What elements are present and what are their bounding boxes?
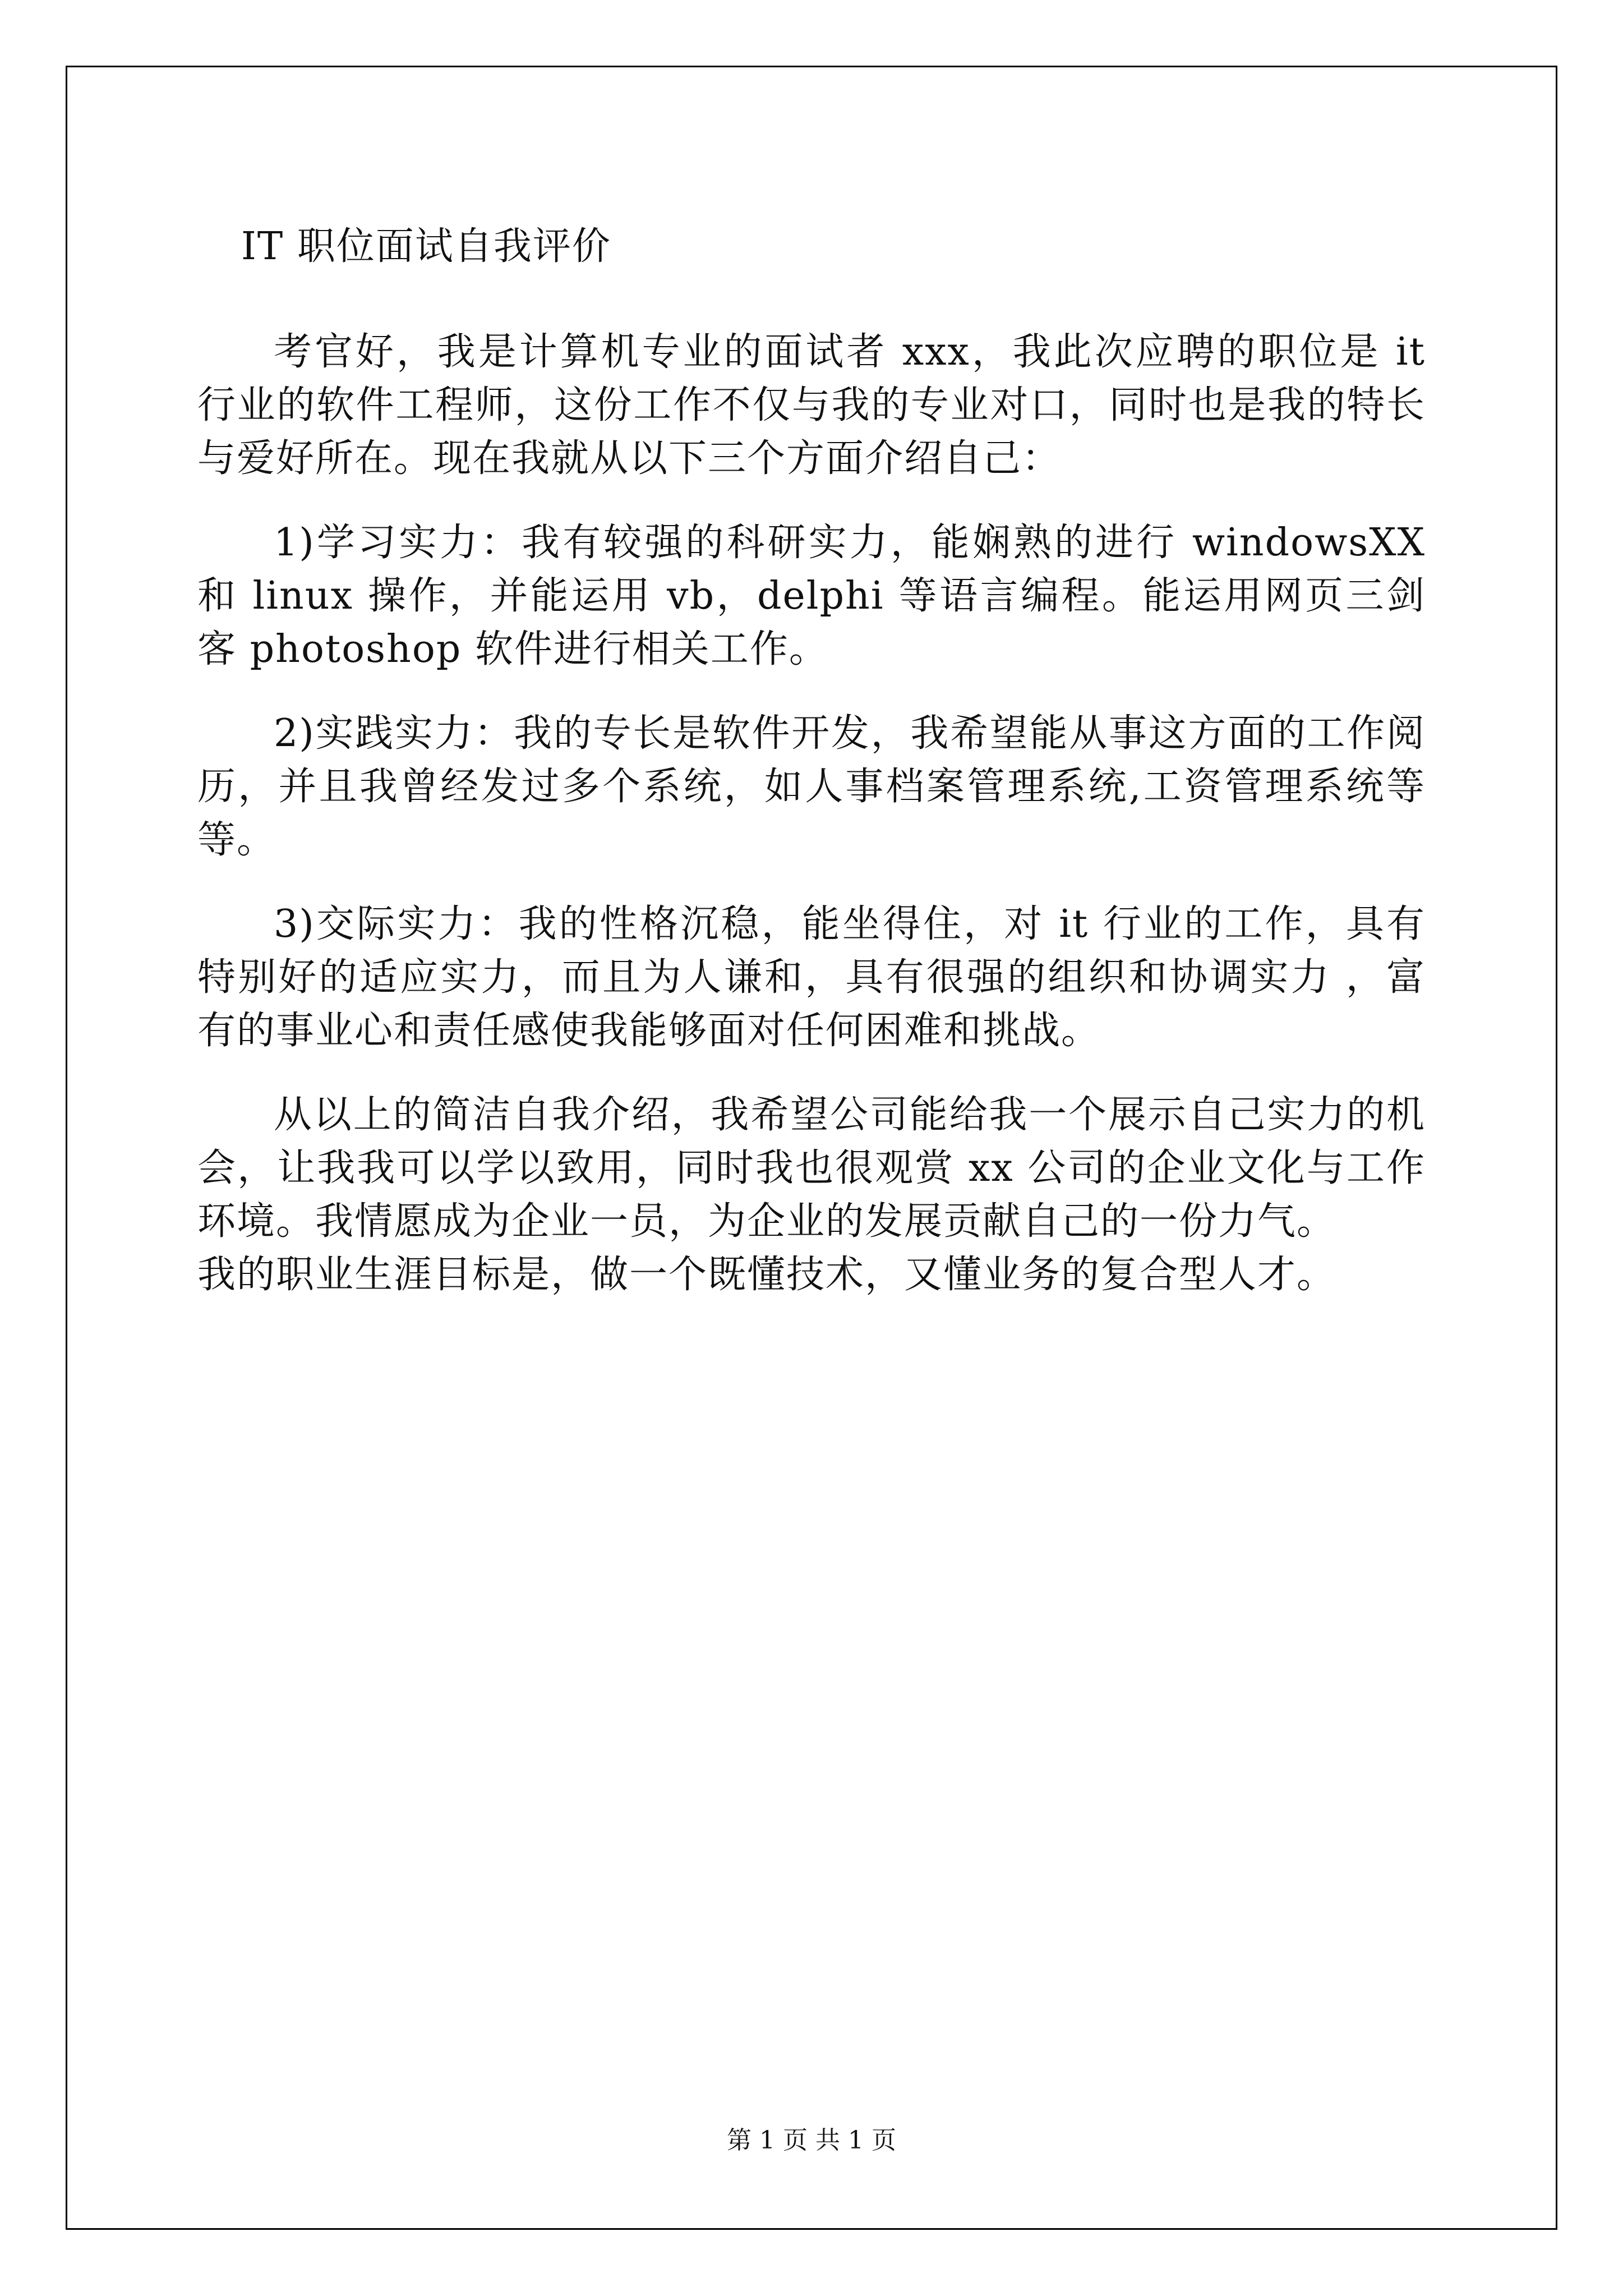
paragraph-practical-ability: 2)实践实力：我的专长是软件开发，我希望能从事这方面的工作阅历，并且我曾经发过多个系统，如人事档案管理系统,工资管理系统等等。 <box>197 711 1426 862</box>
document-body <box>197 325 1426 1332</box>
paragraph-closing: 从以上的简洁自我介绍，我希望公司能给我一个展示自己实力的机会，让我我可以学以致用，同时我也很观赏 xx 公司的企业文化与工作环境。我情愿成为企业一员，为企业的发展贡献自己的一份力气。 <box>197 1093 1426 1244</box>
paragraph-career-goal: 我的职业生涯目标是，做一个既懂技术，又懂业务的复合型人才。 <box>197 1253 1336 1297</box>
paragraph-social-ability: 3)交际实力：我的性格沉稳，能坐得住，对 it 行业的工作，具有特别好的适应实力，而且为人谦和，具有很强的组织和协调实力 ，富有的事业心和责任感使我能够面对任何困难和挑战。 <box>197 902 1426 1053</box>
document-title: IT 职位面试自我评价 <box>241 224 611 269</box>
page-footer: 第 1 页 共 1 页 <box>727 2126 896 2155</box>
paragraph-intro: 考官好，我是计算机专业的面试者 xxx，我此次应聘的职位是 it 行业的软件工程师，这份工作不仅与我的专业对口，同时也是我的特长与爱好所在。现在我就从以下三个方面介绍自己： <box>197 330 1426 481</box>
paragraph-learning-ability: 1)学习实力：我有较强的科研实力，能娴熟的进行 windowsXX 和 linux 操作，并能运用 vb，delphi 等语言编程。能运用网页三剑客 photoshop 软件进行相关工作。 <box>197 521 1426 671</box>
